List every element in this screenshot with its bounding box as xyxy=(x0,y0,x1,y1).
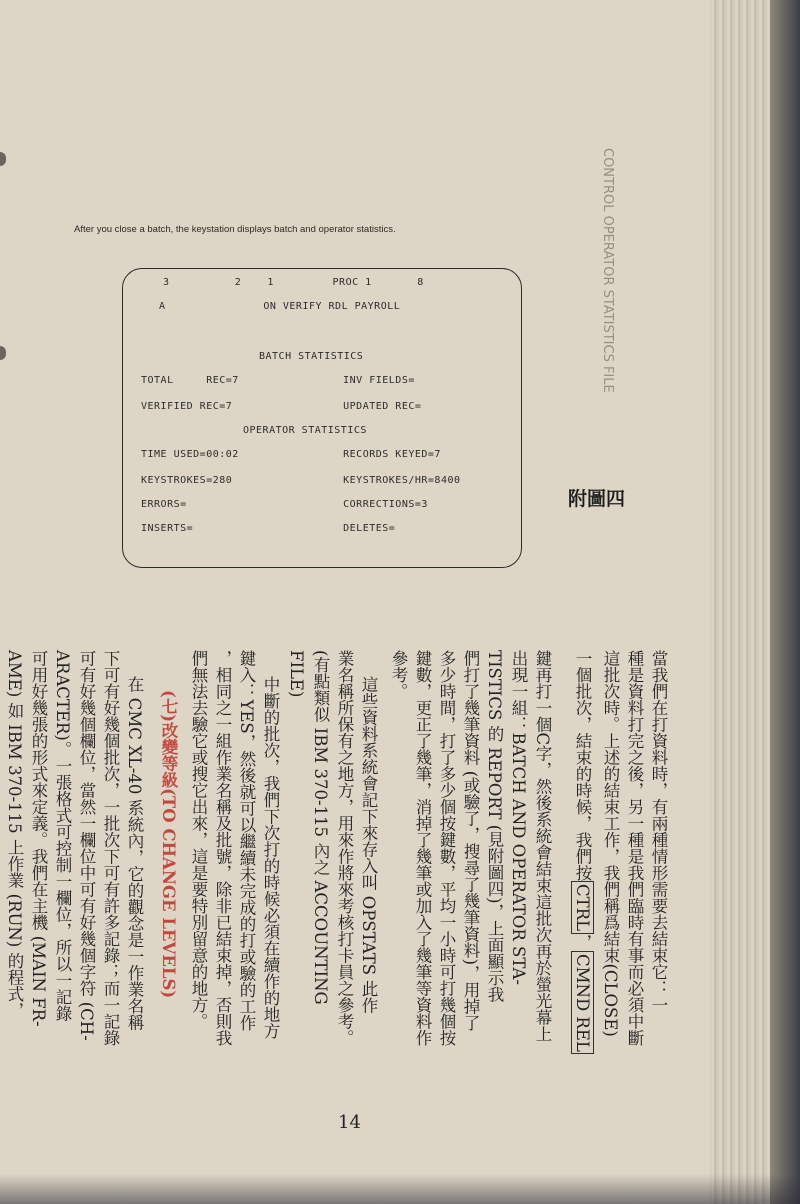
binder-hole xyxy=(0,152,6,166)
terminal-line: KEYSTROKES=280 KEYSTROKES/HR=8400 xyxy=(141,475,461,486)
terminal-screen-frame xyxy=(122,268,522,568)
body-column: 鍵數，更正了幾筆，消掉了幾筆或加入了幾筆等資料作 xyxy=(413,650,432,1046)
bottom-shadow xyxy=(0,1174,800,1204)
body-text: 一個批次，結束的時候，我們按 xyxy=(573,650,592,881)
body-column: TISTICS 的 REPORT (見附圖四)，上面顯示我 xyxy=(485,650,504,1003)
body-column: 業名稱所保有之地方，用來作將來考核打卡員之參考。 xyxy=(335,650,354,1046)
body-column: 多少時間，打了多少個按鍵數，平均一小時可打幾個按 xyxy=(437,650,456,1046)
body-column: 出現一組：BATCH AND OPERATOR STA- xyxy=(509,650,528,985)
terminal-line: VERIFIED REC=7 UPDATED REC= xyxy=(141,401,422,412)
operator-statistics-heading: OPERATOR STATISTICS xyxy=(243,425,367,436)
body-column: 下可有好幾個批次，一批次下可有許多記錄；而一記錄 xyxy=(101,650,120,1046)
terminal-line: ERRORS= CORRECTIONS=3 xyxy=(141,499,428,510)
body-column: 們無法去驗它或搜它出來，這是要特別留意的地方。 xyxy=(189,650,208,1030)
body-column: 參考。 xyxy=(389,650,408,700)
book-binding-shadow xyxy=(770,0,800,1204)
terminal-line: INSERTS= DELETES= xyxy=(141,523,396,534)
body-column: 中斷的批次，我們下次打的時候必須在續作的地方 xyxy=(261,676,280,1039)
body-text: ， xyxy=(573,934,592,951)
cmnd-rel-key: CMND REL xyxy=(571,951,594,1055)
body-column xyxy=(568,650,596,1054)
body-column: FILE) xyxy=(287,650,306,698)
terminal-line: TIME USED=00:02 RECORDS KEYED=7 xyxy=(141,449,441,460)
figure-caption: After you close a batch, the keystation displays batch and operator statistics. xyxy=(74,224,396,235)
body-column: 當我們在打資料時，有兩種情形需要去結束它：一 xyxy=(649,650,668,1013)
body-column: ARACTER)。一張格式可控制一欄位，所以一記錄 xyxy=(53,650,72,1022)
body-column: 在 CMC XL-40 系統內，它的觀念是一作業名稱 xyxy=(125,676,144,1031)
body-column: (有點類似 IBM 370-115 內之 ACCOUNTING xyxy=(311,650,330,1005)
ctrl-key: CTRL xyxy=(571,881,594,934)
body-column: AME) 如 IBM 370-115 上作業 (RUN) 的程式， xyxy=(5,650,24,1019)
status-line: 3 2 1 PROC 1 8 xyxy=(163,277,424,288)
bleed-through-text: CONTROL OPERATOR STATISTICS FILE xyxy=(600,148,615,393)
mode-line: A ON VERIFY RDL PAYROLL xyxy=(159,301,401,312)
terminal-line: TOTAL REC=7 INV FIELDS= xyxy=(141,375,415,386)
body-column: ，相同之一組作業名稱及批號，除非已結束掉，否則我 xyxy=(213,650,232,1046)
body-column: 這批次時。上述的結束工作，我們稱爲結束(CLOSE) xyxy=(601,650,620,1037)
figure-label: 附圖四 xyxy=(568,488,626,510)
body-column: 們打了幾筆資料 (或驗了，搜尋了幾筆資料)，用掉了 xyxy=(461,650,480,1032)
body-column: 可有好幾個欄位，當然一欄位中可有好幾個字符 (CH- xyxy=(77,650,96,1041)
body-column: 種是資料打完之後，另一種是我們臨時有事而必須中斷 xyxy=(625,650,644,1046)
batch-statistics-heading: BATCH STATISTICS xyxy=(259,351,364,362)
body-column: 這些資料系統會記下來存入叫 OPSTATS 此作 xyxy=(359,676,378,1014)
section-heading: (七)改變等級(TO CHANGE LEVELS) xyxy=(159,690,178,999)
binder-hole xyxy=(0,346,6,360)
body-column: 鍵入：YES，然後就可以繼續未完成的打或驗的工作 xyxy=(237,650,256,1031)
body-column: 可用好幾張的形式來定義。我們在主機 (MAIN FR- xyxy=(29,650,48,1027)
body-column: 鍵再打一個C字，然後系統會結束這批次再於螢光幕上 xyxy=(533,650,552,1043)
page-number: 14 xyxy=(338,1112,361,1133)
